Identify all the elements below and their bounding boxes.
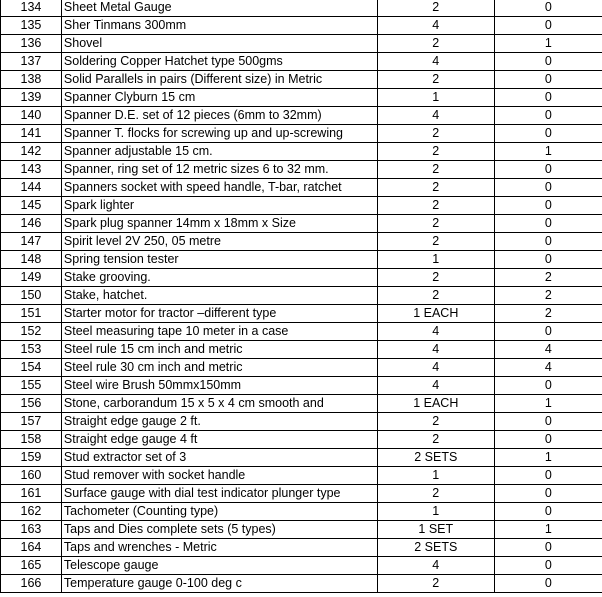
quantity-cell[interactable]: 4 [377, 17, 494, 35]
item-description-cell[interactable]: Spanners socket with speed handle, T-bar, ratchet [61, 179, 377, 197]
quantity-cell[interactable]: 1 [377, 467, 494, 485]
quantity-cell[interactable]: 4 [377, 341, 494, 359]
quantity-cell[interactable]: 2 [377, 71, 494, 89]
item-number-cell[interactable]: 138 [1, 71, 62, 89]
available-cell[interactable]: 1 [494, 521, 602, 539]
available-cell[interactable]: 0 [494, 377, 602, 395]
table-row [1, 233, 602, 251]
available-cell[interactable]: 2 [494, 287, 602, 305]
item-number-cell[interactable]: 159 [1, 449, 62, 467]
item-description-cell[interactable]: Tachometer (Counting type) [61, 503, 377, 521]
quantity-cell[interactable]: 1 SET [377, 521, 494, 539]
item-number-cell[interactable]: 158 [1, 431, 62, 449]
item-number-cell[interactable]: 147 [1, 233, 62, 251]
item-description-cell[interactable]: Stake grooving. [61, 269, 377, 287]
available-cell[interactable]: 0 [494, 107, 602, 125]
item-number-cell[interactable]: 135 [1, 17, 62, 35]
available-cell[interactable]: 0 [494, 413, 602, 431]
item-number-cell[interactable]: 149 [1, 269, 62, 287]
item-description-cell[interactable]: Spanner Clyburn 15 cm [61, 89, 377, 107]
item-number-cell[interactable]: 146 [1, 215, 62, 233]
item-number-cell[interactable]: 137 [1, 53, 62, 71]
item-number-cell[interactable]: 148 [1, 251, 62, 269]
available-cell[interactable]: 0 [494, 179, 602, 197]
available-cell[interactable]: 0 [494, 0, 602, 17]
item-number-cell[interactable]: 136 [1, 35, 62, 53]
item-description-cell[interactable]: Solid Parallels in pairs (Different size) in Metric [61, 71, 377, 89]
quantity-cell[interactable]: 4 [377, 557, 494, 575]
table-row [1, 287, 602, 305]
item-number-cell[interactable]: 142 [1, 143, 62, 161]
available-cell[interactable]: 1 [494, 449, 602, 467]
table-row [1, 17, 602, 35]
table-row [1, 431, 602, 449]
item-description-cell[interactable]: Taps and Dies complete sets (5 types) [61, 521, 377, 539]
quantity-cell[interactable]: 4 [377, 323, 494, 341]
available-cell[interactable]: 0 [494, 503, 602, 521]
quantity-cell[interactable]: 1 EACH [377, 395, 494, 413]
item-number-cell[interactable]: 160 [1, 467, 62, 485]
item-number-cell[interactable]: 155 [1, 377, 62, 395]
item-description-cell[interactable]: Stud remover with socket handle [61, 467, 377, 485]
item-number-cell[interactable]: 150 [1, 287, 62, 305]
quantity-cell[interactable]: 1 [377, 251, 494, 269]
item-description-cell[interactable]: Steel rule 15 cm inch and metric [61, 341, 377, 359]
item-description-cell[interactable]: Sher Tinmans 300mm [61, 17, 377, 35]
quantity-cell[interactable]: 2 [377, 485, 494, 503]
table-row [1, 35, 602, 53]
available-cell[interactable]: 0 [494, 539, 602, 557]
item-number-cell[interactable]: 166 [1, 575, 62, 593]
table-row [1, 251, 602, 269]
table-row [1, 341, 602, 359]
table-row [1, 557, 602, 575]
table-row [1, 575, 602, 593]
item-description-cell[interactable]: Telescope gauge [61, 557, 377, 575]
available-cell[interactable]: 0 [494, 197, 602, 215]
item-description-cell[interactable]: Soldering Copper Hatchet type 500gms [61, 53, 377, 71]
table-row [1, 107, 602, 125]
table-row [1, 161, 602, 179]
item-description-cell[interactable]: Spanner adjustable 15 cm. [61, 143, 377, 161]
available-cell[interactable]: 0 [494, 323, 602, 341]
item-description-cell[interactable]: Starter motor for tractor –different type [61, 305, 377, 323]
table-row [1, 305, 602, 323]
available-cell[interactable]: 0 [494, 485, 602, 503]
available-cell[interactable]: 0 [494, 575, 602, 593]
quantity-cell[interactable]: 2 [377, 179, 494, 197]
table-row [1, 503, 602, 521]
quantity-cell[interactable]: 2 SETS [377, 539, 494, 557]
quantity-cell[interactable]: 2 [377, 215, 494, 233]
item-number-cell[interactable]: 153 [1, 341, 62, 359]
available-cell[interactable]: 4 [494, 359, 602, 377]
available-cell[interactable]: 0 [494, 233, 602, 251]
available-cell[interactable]: 0 [494, 161, 602, 179]
quantity-cell[interactable]: 4 [377, 377, 494, 395]
available-cell[interactable]: 1 [494, 143, 602, 161]
table-row [1, 53, 602, 71]
item-number-cell[interactable]: 140 [1, 107, 62, 125]
item-description-cell[interactable]: Spanner T. flocks for screwing up and up-screwing [61, 125, 377, 143]
item-description-cell[interactable]: Straight edge gauge 4 ft [61, 431, 377, 449]
item-number-cell[interactable]: 154 [1, 359, 62, 377]
item-number-cell[interactable]: 156 [1, 395, 62, 413]
quantity-cell[interactable]: 2 SETS [377, 449, 494, 467]
item-description-cell[interactable]: Steel wire Brush 50mmx150mm [61, 377, 377, 395]
table-row [1, 485, 602, 503]
item-number-cell[interactable]: 143 [1, 161, 62, 179]
quantity-cell[interactable]: 2 [377, 143, 494, 161]
quantity-cell[interactable]: 1 EACH [377, 305, 494, 323]
quantity-cell[interactable]: 2 [377, 125, 494, 143]
item-number-cell[interactable]: 157 [1, 413, 62, 431]
quantity-cell[interactable]: 4 [377, 53, 494, 71]
quantity-cell[interactable]: 2 [377, 233, 494, 251]
quantity-cell[interactable]: 4 [377, 359, 494, 377]
item-description-cell[interactable]: Spark plug spanner 14mm x 18mm x Size [61, 215, 377, 233]
table-row [1, 359, 602, 377]
table-row [1, 179, 602, 197]
available-cell[interactable]: 4 [494, 341, 602, 359]
item-description-cell[interactable]: Shovel [61, 35, 377, 53]
item-number-cell[interactable]: 145 [1, 197, 62, 215]
item-description-cell[interactable]: Spanner D.E. set of 12 pieces (6mm to 32mm) [61, 107, 377, 125]
quantity-cell[interactable]: 1 [377, 89, 494, 107]
item-description-cell[interactable]: Steel rule 30 cm inch and metric [61, 359, 377, 377]
item-description-cell[interactable]: Stake, hatchet. [61, 287, 377, 305]
available-cell[interactable]: 0 [494, 53, 602, 71]
item-description-cell[interactable]: Steel measuring tape 10 meter in a case [61, 323, 377, 341]
quantity-cell[interactable]: 4 [377, 107, 494, 125]
quantity-cell[interactable]: 1 [377, 503, 494, 521]
item-description-cell[interactable]: Temperature gauge 0-100 deg c [61, 575, 377, 593]
quantity-cell[interactable]: 2 [377, 0, 494, 17]
available-cell[interactable]: 0 [494, 71, 602, 89]
available-cell[interactable]: 0 [494, 467, 602, 485]
item-description-cell[interactable]: Spanner, ring set of 12 metric sizes 6 to 32 mm. [61, 161, 377, 179]
item-description-cell[interactable]: Stud extractor set of 3 [61, 449, 377, 467]
table-row [1, 143, 602, 161]
table-row [1, 395, 602, 413]
item-description-cell[interactable]: Spark lighter [61, 197, 377, 215]
available-cell[interactable]: 0 [494, 215, 602, 233]
item-description-cell[interactable]: Taps and wrenches - Metric [61, 539, 377, 557]
item-number-cell[interactable]: 152 [1, 323, 62, 341]
table-row [1, 71, 602, 89]
available-cell[interactable]: 0 [494, 89, 602, 107]
table-row [1, 449, 602, 467]
inventory-table-body [1, 0, 602, 593]
table-row [1, 539, 602, 557]
item-number-cell[interactable]: 165 [1, 557, 62, 575]
item-description-cell[interactable]: Surface gauge with dial test indicator plunger type [61, 485, 377, 503]
available-cell[interactable]: 1 [494, 395, 602, 413]
table-row [1, 521, 602, 539]
quantity-cell[interactable]: 2 [377, 287, 494, 305]
available-cell[interactable]: 1 [494, 35, 602, 53]
quantity-cell[interactable]: 2 [377, 35, 494, 53]
item-description-cell[interactable]: Spirit level 2V 250, 05 metre [61, 233, 377, 251]
item-number-cell[interactable]: 151 [1, 305, 62, 323]
table-row [1, 377, 602, 395]
available-cell[interactable]: 0 [494, 557, 602, 575]
table-row [1, 467, 602, 485]
item-number-cell[interactable]: 161 [1, 485, 62, 503]
item-number-cell[interactable]: 163 [1, 521, 62, 539]
quantity-cell[interactable]: 2 [377, 413, 494, 431]
table-row [1, 215, 602, 233]
table-row [1, 0, 602, 17]
item-number-cell[interactable]: 162 [1, 503, 62, 521]
quantity-cell[interactable]: 2 [377, 431, 494, 449]
quantity-cell[interactable]: 2 [377, 197, 494, 215]
available-cell[interactable]: 0 [494, 125, 602, 143]
table-row [1, 269, 602, 287]
table-row [1, 125, 602, 143]
item-description-cell[interactable]: Sheet Metal Gauge [61, 0, 377, 17]
item-number-cell[interactable]: 141 [1, 125, 62, 143]
table-row [1, 197, 602, 215]
item-number-cell[interactable]: 144 [1, 179, 62, 197]
available-cell[interactable]: 0 [494, 251, 602, 269]
table-row [1, 323, 602, 341]
quantity-cell[interactable]: 2 [377, 161, 494, 179]
item-number-cell[interactable]: 164 [1, 539, 62, 557]
table-row [1, 89, 602, 107]
available-cell[interactable]: 2 [494, 269, 602, 287]
quantity-cell[interactable]: 2 [377, 269, 494, 287]
available-cell[interactable]: 0 [494, 17, 602, 35]
available-cell[interactable]: 2 [494, 305, 602, 323]
available-cell[interactable]: 0 [494, 431, 602, 449]
item-description-cell[interactable]: Straight edge gauge 2 ft. [61, 413, 377, 431]
quantity-cell[interactable]: 2 [377, 575, 494, 593]
item-number-cell[interactable]: 139 [1, 89, 62, 107]
item-number-cell[interactable]: 134 [1, 0, 62, 17]
item-description-cell[interactable]: Stone, carborandum 15 x 5 x 4 cm smooth and [61, 395, 377, 413]
table-row [1, 413, 602, 431]
item-description-cell[interactable]: Spring tension tester [61, 251, 377, 269]
